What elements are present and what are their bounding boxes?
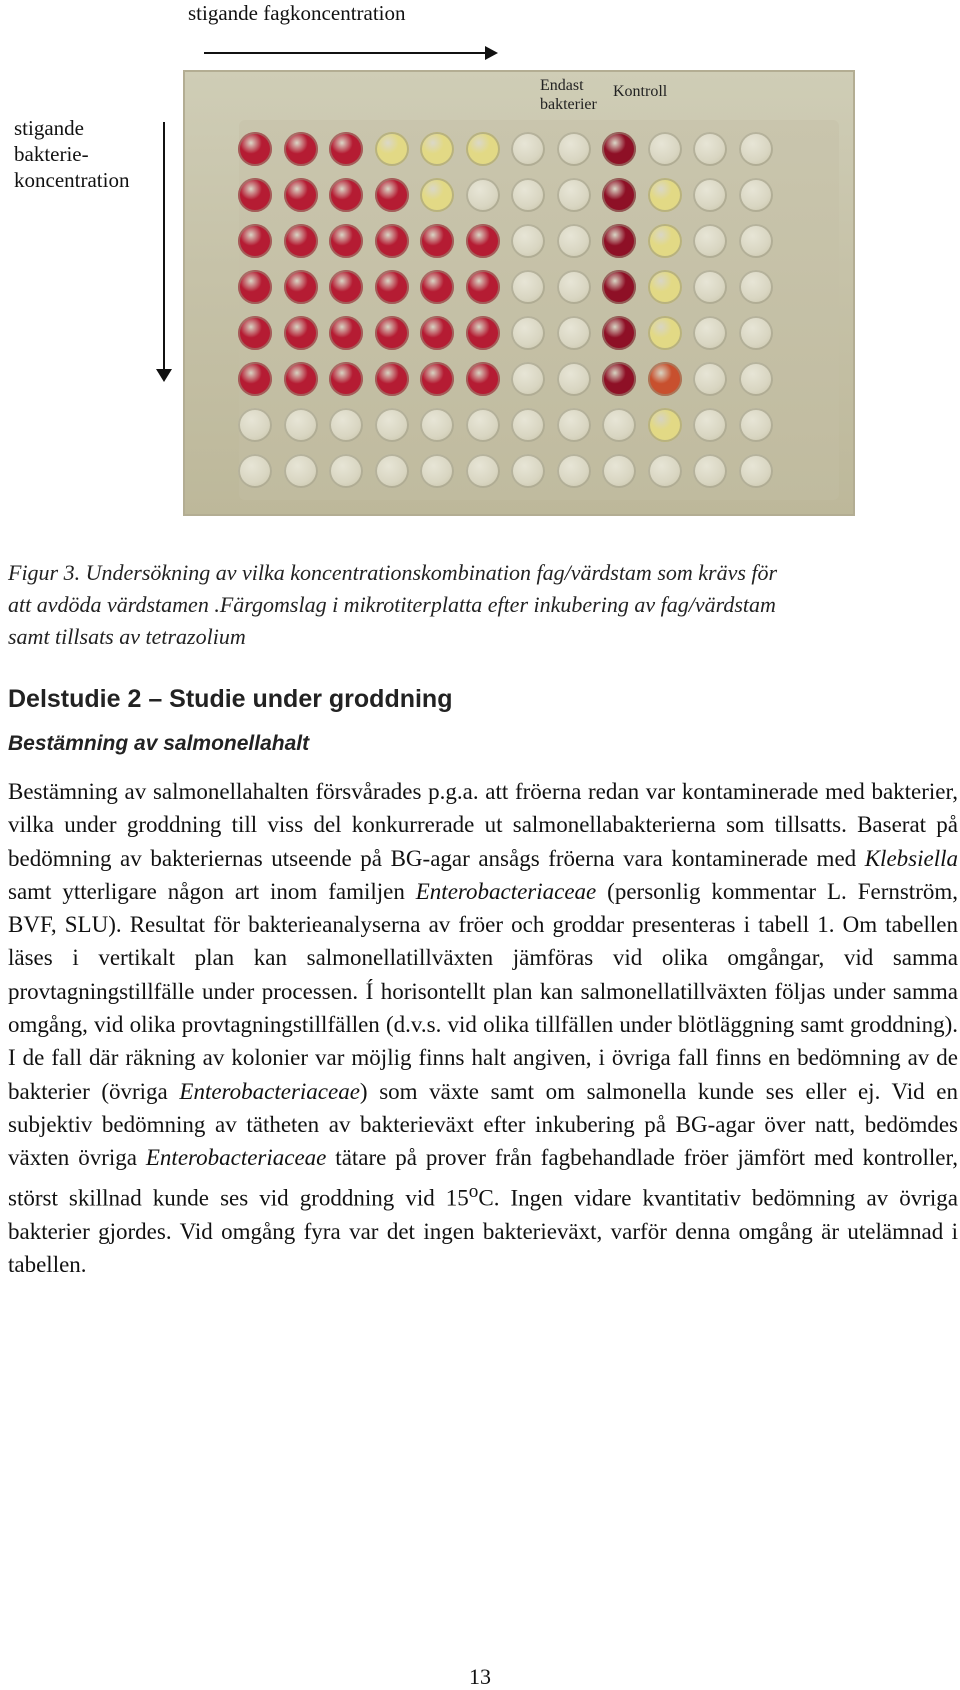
plate-well [329, 270, 363, 304]
plate-well [557, 224, 591, 258]
plate-well [739, 316, 773, 350]
plate-well [466, 270, 500, 304]
plate-well [238, 408, 272, 442]
plate-well [284, 316, 318, 350]
plate-well [557, 454, 591, 488]
plate-well [602, 408, 636, 442]
italic-term: Enterobacteriaceae [145, 1145, 327, 1171]
text-run: Bestämning av salmonellahalten försvårades p.g.a. att fröerna redan var kontaminerade med bakterier, vilka under groddning till viss del konkurrerade ut salmonellabakterierna som tillsatts. Baserat på bedömning av bakteriernas utseende på BG-agar ansågs fröerna vara kontaminerade med [8, 779, 958, 871]
plate-well [466, 362, 500, 396]
plate-well [693, 132, 727, 166]
plate-well [375, 132, 409, 166]
page-number: 13 [469, 1664, 491, 1689]
plate-well [284, 362, 318, 396]
plate-well [329, 454, 363, 488]
plate-well [238, 362, 272, 396]
plate-well [284, 178, 318, 212]
plate-well-area [239, 120, 839, 500]
degree-superscript: o [468, 1180, 479, 1202]
plate-well [420, 224, 454, 258]
caption-line: att avdöda värdstamen .Färgomslag i mikrotiterplatta efter inkubering av fag/värdstam [8, 592, 776, 617]
plate-well [693, 270, 727, 304]
text-run: ) som växte samt om salmonella kunde ses eller ej. Vid en subjektiv bedömning av tätheten av bakterieväxt efter inkubering på BG-agar över natt, bedömdes växten övriga [8, 1078, 958, 1171]
figure-side-label [14, 115, 129, 193]
plate-well [648, 270, 682, 304]
plate-well [648, 362, 682, 396]
plate-well [693, 408, 727, 442]
plate-well [420, 270, 454, 304]
plate-well [602, 178, 636, 212]
plate-well [739, 454, 773, 488]
plate-well [466, 224, 500, 258]
plate-well [375, 178, 409, 212]
text-run: C. Ingen vidare kvantitativ bedömning av övriga bakterier gjordes. Vid omgång fyra var det ingen bakterieväxt, varför denna omgång är utelämnad i tabellen. [8, 1185, 958, 1277]
plate-well [557, 362, 591, 396]
plate-well [739, 224, 773, 258]
side-label-line: bakterie- [14, 142, 89, 166]
plate-well [739, 362, 773, 396]
label-control: Kontroll [613, 83, 668, 100]
plate-well [602, 132, 636, 166]
plate-well [375, 316, 409, 350]
plate-well [466, 408, 500, 442]
plate-well [557, 270, 591, 304]
plate-well [420, 362, 454, 396]
plate-well [466, 454, 500, 488]
text-run: samt ytterligare någon art inom familjen [8, 878, 416, 904]
plate-well [511, 270, 545, 304]
plate-well [329, 132, 363, 166]
plate-well [648, 454, 682, 488]
plate-well [648, 224, 682, 258]
plate-well [466, 132, 500, 166]
plate-well [557, 178, 591, 212]
plate-well [284, 270, 318, 304]
plate-well [238, 316, 272, 350]
section-heading: Delstudie 2 – Studie under groddning [8, 685, 453, 713]
plate-well [511, 408, 545, 442]
plate-well [602, 270, 636, 304]
label-only-bacteria [540, 76, 597, 114]
plate-well [511, 454, 545, 488]
plate-well [693, 224, 727, 258]
plate-well [693, 454, 727, 488]
plate-well [375, 454, 409, 488]
plate-well [238, 454, 272, 488]
plate-well [375, 362, 409, 396]
plate-well [238, 178, 272, 212]
plate-well [648, 316, 682, 350]
plate-well [284, 132, 318, 166]
plate-well [693, 316, 727, 350]
italic-term: Klebsiella [864, 845, 958, 871]
plate-label-line: bakterier [540, 96, 597, 113]
plate-well [420, 454, 454, 488]
plate-well [739, 178, 773, 212]
plate-well [602, 362, 636, 396]
side-label-line: stigande [14, 116, 84, 140]
plate-well [739, 408, 773, 442]
plate-well [329, 362, 363, 396]
plate-well [375, 408, 409, 442]
section-subheading: Bestämning av salmonellahalt [8, 732, 310, 755]
microtiter-plate-photo [183, 70, 855, 516]
plate-well [466, 178, 500, 212]
plate-well [602, 454, 636, 488]
arrow-right-icon [204, 52, 486, 54]
plate-well [739, 270, 773, 304]
plate-well [739, 132, 773, 166]
arrow-down-icon [163, 122, 165, 370]
body-paragraph [8, 775, 958, 1281]
plate-well [420, 408, 454, 442]
plate-well [375, 224, 409, 258]
italic-term: Enterobacteriaceae [179, 1078, 360, 1104]
plate-well [284, 224, 318, 258]
plate-well [511, 178, 545, 212]
plate-well [284, 454, 318, 488]
text-run: (personlig kommentar L. Fernström, BVF, SLU). Resultat för bakterieanalyserna av fröer och groddar presenteras i tabell 1. Om tabellen läses i vertikalt plan kan salmonellatillväxten jämföras vid olika omgångar, vid samma provtagningstillfälle under processen. Í horisontellt plan kan salmonellatillväxten följas under samma omgång, vid olika provtagningstillfällen (d.v.s. vid olika tillfällen under blötläggning samt groddning). I de fall där räkning av kolonier var möjlig finns halt angiven, i övriga fall finns en bedömning av de bakterier (övriga [8, 878, 958, 1104]
plate-well [511, 132, 545, 166]
plate-well [466, 316, 500, 350]
plate-well [329, 178, 363, 212]
plate-well [420, 316, 454, 350]
plate-well [238, 132, 272, 166]
plate-well [329, 408, 363, 442]
plate-label-line: Endast [540, 77, 584, 94]
plate-well [375, 270, 409, 304]
plate-well [329, 224, 363, 258]
plate-well [648, 408, 682, 442]
plate-well [284, 408, 318, 442]
italic-term: Enterobacteriaceae [415, 878, 597, 904]
plate-well [648, 132, 682, 166]
plate-well [511, 316, 545, 350]
plate-well [602, 316, 636, 350]
side-label-line: koncentration [14, 168, 130, 192]
plate-well [420, 132, 454, 166]
plate-well [693, 362, 727, 396]
plate-well [557, 316, 591, 350]
plate-well [511, 224, 545, 258]
plate-well [511, 362, 545, 396]
plate-well [238, 224, 272, 258]
plate-well [557, 408, 591, 442]
plate-well [602, 224, 636, 258]
text-run: tätare på prover från fagbehandlade fröer jämfört med kontroller, störst skillnad kunde ses vid groddning vid 15 [8, 1145, 958, 1211]
caption-line: samt tillsats av tetrazolium [8, 624, 246, 649]
plate-well [648, 178, 682, 212]
plate-well [238, 270, 272, 304]
plate-well [557, 132, 591, 166]
plate-well [420, 178, 454, 212]
caption-line: Figur 3. Undersökning av vilka koncentrationskombination fag/värdstam som krävs för [8, 560, 778, 585]
plate-well [693, 178, 727, 212]
plate-well [329, 316, 363, 350]
figure-top-label: stigande fagkoncentration [188, 1, 406, 25]
figure-caption [8, 557, 958, 653]
